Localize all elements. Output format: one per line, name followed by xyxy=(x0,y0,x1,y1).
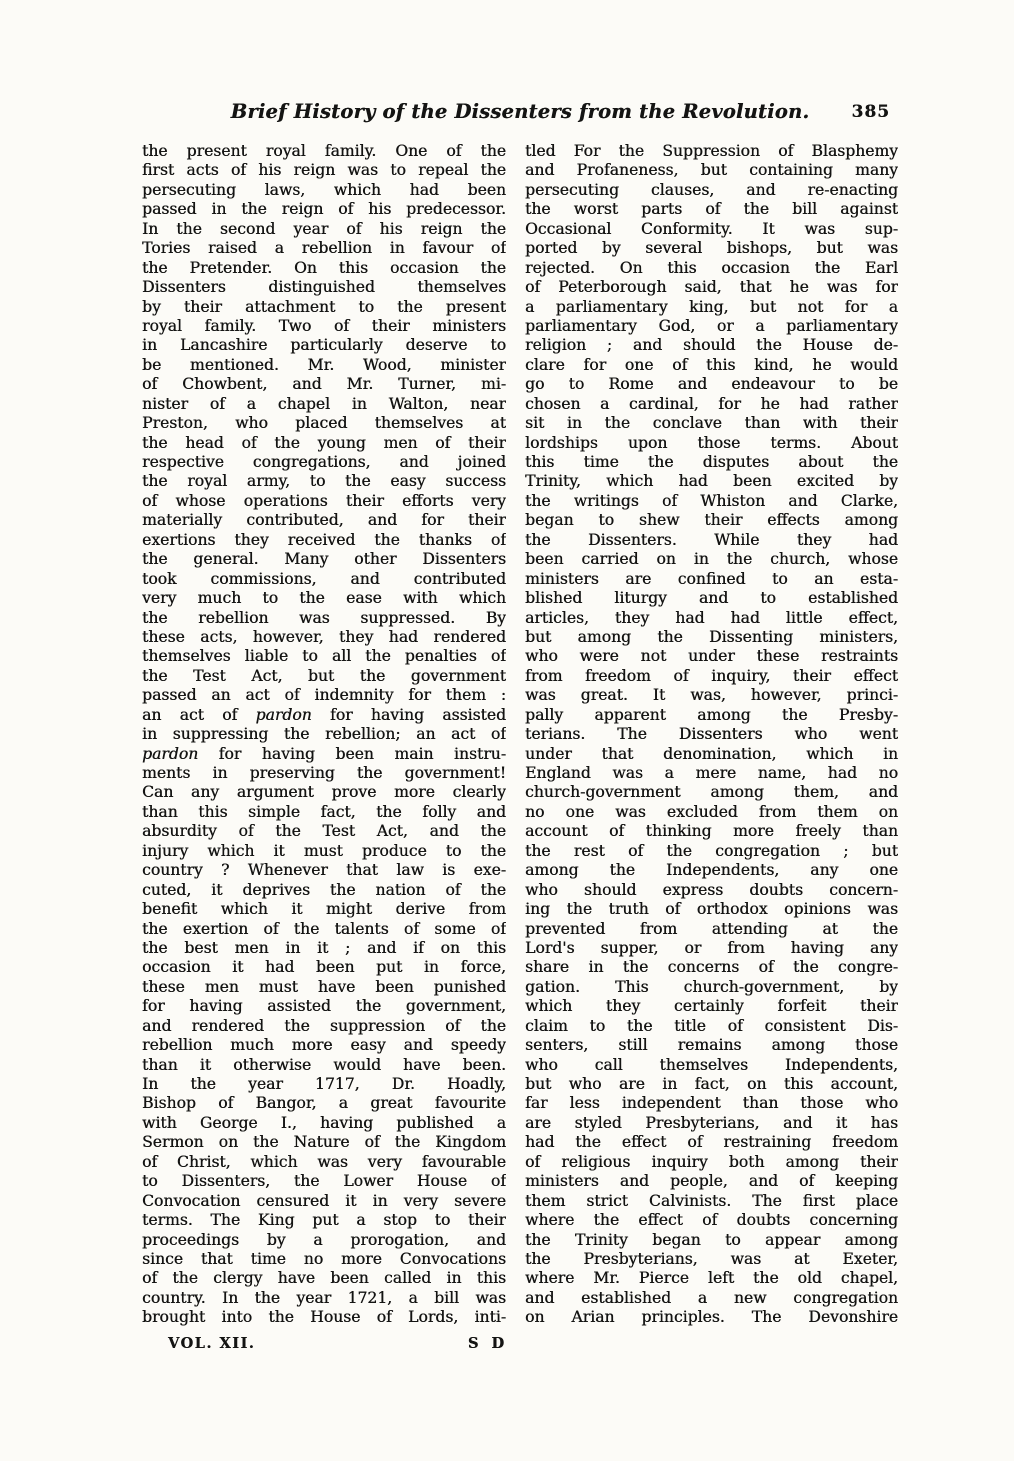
text-line: in suppressing the rebellion; an act of xyxy=(142,725,506,744)
text-line: them strict Calvinists. The first place xyxy=(525,1191,898,1210)
text-line: persecuting laws, which had been xyxy=(142,180,506,199)
text-line: proceedings by a prorogation, and xyxy=(142,1230,506,1249)
text-line: by their attachment to the present xyxy=(142,297,506,316)
text-line: with George I., having published a xyxy=(142,1113,506,1132)
text-line: themselves liable to all the penalties of xyxy=(142,647,506,666)
text-line: of whose operations their efforts very xyxy=(142,491,506,510)
text-line: and rendered the suppression of the xyxy=(142,1016,506,1035)
text-line: the rest of the congregation ; but xyxy=(525,841,898,860)
text-line: these men must have been punished xyxy=(142,977,506,996)
article-body xyxy=(142,142,898,1328)
text-line: Can any argument prove more clearly xyxy=(142,783,506,802)
text-line: the general. Many other Dissenters xyxy=(142,550,506,569)
text-line: of the clergy have been called in this xyxy=(142,1269,506,1288)
volume-label: VOL. XII. xyxy=(168,1335,256,1352)
text-line: In the second year of his reign the xyxy=(142,219,506,238)
column-right xyxy=(525,142,898,1328)
text-line: the head of the young men of their xyxy=(142,433,506,452)
text-line: church-government among them, and xyxy=(525,783,898,802)
text-line: sit in the conclave than with their xyxy=(525,414,898,433)
text-line: but who are in fact, on this account, xyxy=(525,1075,898,1093)
text-line: the writings of Whiston and Clarke, xyxy=(525,491,898,510)
text-line: but among the Dissenting ministers, xyxy=(525,627,898,646)
text-line: no one was excluded from them on xyxy=(525,802,898,821)
text-line: the present royal family. One of the xyxy=(142,142,506,160)
text-line: blished liturgy and to established xyxy=(525,589,898,608)
text-line: of Christ, which was very favourable xyxy=(142,1152,506,1171)
text-line: pally apparent among the Presby- xyxy=(525,705,898,724)
text-line: terians. The Dissenters who went xyxy=(525,725,898,744)
text-line: royal family. Two of their ministers xyxy=(142,316,506,335)
text-line: country. In the year 1721, a bill was xyxy=(142,1288,506,1307)
text-line: was great. It was, however, princi- xyxy=(525,686,898,705)
text-line: and established a new congregation xyxy=(525,1288,898,1307)
text-line: the Presbyterians, was at Exeter, xyxy=(525,1249,898,1268)
text-line: the rebellion was suppressed. By xyxy=(142,608,506,627)
text-line: Preston, who placed themselves at xyxy=(142,414,506,433)
text-line: Tories raised a rebellion in favour of xyxy=(142,239,506,258)
text-line: in Lancashire particularly deserve to xyxy=(142,336,506,355)
text-line: than it otherwise would have been. xyxy=(142,1055,506,1074)
page-footer xyxy=(142,1335,508,1352)
text-line: the Pretender. On this occasion the xyxy=(142,258,506,277)
text-line: the royal army, to the easy success xyxy=(142,472,506,491)
page-title: Brief History of the Dissenters from the Revolution. xyxy=(230,100,810,123)
text-line: clare for one of this kind, he would xyxy=(525,355,898,374)
text-line: among the Independents, any one xyxy=(525,861,898,880)
text-line: first acts of his reign was to repeal the xyxy=(142,161,506,180)
text-line: Dissenters distinguished themselves xyxy=(142,278,506,297)
text-line: claim to the title of consistent Dis- xyxy=(525,1016,898,1035)
text-line: than this simple fact, the folly and xyxy=(142,802,506,821)
text-line: the worst parts of the bill against xyxy=(525,200,898,219)
text-line: account of thinking more freely than xyxy=(525,822,898,841)
text-line: these acts, however, they had rendered xyxy=(142,627,506,646)
text-line: England was a mere name, had no xyxy=(525,764,898,782)
text-line: country ? Whenever that law is exe- xyxy=(142,861,506,880)
text-line: of Peterborough said, that he was for xyxy=(525,278,898,297)
text-line: took commissions, and contributed xyxy=(142,569,506,588)
text-line: very much to the ease with which xyxy=(142,589,506,608)
text-line: on Arian principles. The Devonshire xyxy=(525,1308,898,1327)
text-line: articles, they had had little effect, xyxy=(525,608,898,627)
text-line: Occasional Conformity. It was sup- xyxy=(525,219,898,238)
text-line: In the year 1717, Dr. Hoadly, xyxy=(142,1075,506,1093)
text-line: the best men in it ; and if on this xyxy=(142,938,506,957)
text-line: and Profaneness, but containing many xyxy=(525,161,898,180)
text-line: who should express doubts concern- xyxy=(525,880,898,899)
text-line: where the effect of doubts concerning xyxy=(525,1211,898,1230)
text-line: occasion it had been put in force, xyxy=(142,958,506,977)
text-line: parliamentary God, or a parliamentary xyxy=(525,316,898,335)
text-line: for having assisted the government, xyxy=(142,997,506,1016)
text-line: tled For the Suppression of Blasphemy xyxy=(525,142,898,160)
text-line: passed an act of indemnity for them : xyxy=(142,686,506,705)
column-left xyxy=(142,142,506,1328)
text-line: respective congregations, and joined xyxy=(142,453,506,471)
text-line: ministers and people, and of keeping xyxy=(525,1172,898,1191)
text-line: share in the concerns of the congre- xyxy=(525,958,898,977)
text-line: this time the disputes about the xyxy=(525,453,898,471)
text-line: chosen a cardinal, for he had rather xyxy=(525,394,898,413)
text-line: to Dissenters, the Lower House of xyxy=(142,1172,506,1191)
text-line: pardon for having been main instru- xyxy=(142,744,506,763)
text-line: are styled Presbyterians, and it has xyxy=(525,1113,898,1132)
text-line: gation. This church-government, by xyxy=(525,977,898,996)
text-line: rejected. On this occasion the Earl xyxy=(525,258,898,277)
text-line: religion ; and should the House de- xyxy=(525,336,898,355)
text-line: Convocation censured it in very severe xyxy=(142,1191,506,1210)
text-line: ministers are confined to an esta- xyxy=(525,569,898,588)
page-number: 385 xyxy=(851,102,890,122)
text-line: Lord's supper, or from having any xyxy=(525,938,898,957)
text-line: under that denomination, which in xyxy=(525,744,898,763)
text-line: cuted, it deprives the nation of the xyxy=(142,880,506,899)
text-line: of religious inquiry both among their xyxy=(525,1152,898,1171)
text-line: began to shew their effects among xyxy=(525,511,898,530)
text-line: ments in preserving the government! xyxy=(142,764,506,782)
text-line: exertions they received the thanks of xyxy=(142,530,506,549)
text-line: rebellion much more easy and speedy xyxy=(142,1036,506,1055)
signature-mark: S D xyxy=(467,1335,508,1352)
text-line: Sermon on the Nature of the Kingdom xyxy=(142,1133,506,1152)
text-line: go to Rome and endeavour to be xyxy=(525,375,898,394)
text-line: be mentioned. Mr. Wood, minister xyxy=(142,355,506,374)
text-line: ported by several bishops, but was xyxy=(525,239,898,258)
text-line: been carried on in the church, whose xyxy=(525,550,898,569)
text-line: the exertion of the talents of some of xyxy=(142,919,506,938)
text-line: an act of pardon for having assisted xyxy=(142,705,506,724)
page-header xyxy=(142,100,898,128)
text-line: the Dissenters. While they had xyxy=(525,530,898,549)
text-line: of Chowbent, and Mr. Turner, mi- xyxy=(142,375,506,394)
text-line: who were not under these restraints xyxy=(525,647,898,666)
text-line: Bishop of Bangor, a great favourite xyxy=(142,1094,506,1113)
text-line: which they certainly forfeit their xyxy=(525,997,898,1016)
text-line: the Trinity began to appear among xyxy=(525,1230,898,1249)
text-line: a parliamentary king, but not for a xyxy=(525,297,898,316)
text-line: benefit which it might derive from xyxy=(142,900,506,919)
text-line: Trinity, which had been excited by xyxy=(525,472,898,491)
text-line: absurdity of the Test Act, and the xyxy=(142,822,506,841)
text-line: since that time no more Convocations xyxy=(142,1249,506,1268)
text-line: terms. The King put a stop to their xyxy=(142,1211,506,1230)
text-line: the Test Act, but the government xyxy=(142,666,506,685)
text-line: nister of a chapel in Walton, near xyxy=(142,394,506,413)
text-line: brought into the House of Lords, inti- xyxy=(142,1308,506,1327)
text-line: persecuting clauses, and re-enacting xyxy=(525,180,898,199)
text-line: where Mr. Pierce left the old chapel, xyxy=(525,1269,898,1288)
text-line: injury which it must produce to the xyxy=(142,841,506,860)
text-line: had the effect of restraining freedom xyxy=(525,1133,898,1152)
text-line: materially contributed, and for their xyxy=(142,511,506,530)
text-line: senters, still remains among those xyxy=(525,1036,898,1055)
text-line: from freedom of inquiry, their effect xyxy=(525,666,898,685)
text-line: who call themselves Independents, xyxy=(525,1055,898,1074)
text-line: lordships upon those terms. About xyxy=(525,433,898,452)
text-line: prevented from attending at the xyxy=(525,919,898,938)
text-line: far less independent than those who xyxy=(525,1094,898,1113)
text-line: ing the truth of orthodox opinions was xyxy=(525,900,898,919)
text-line: passed in the reign of his predecessor. xyxy=(142,200,506,219)
